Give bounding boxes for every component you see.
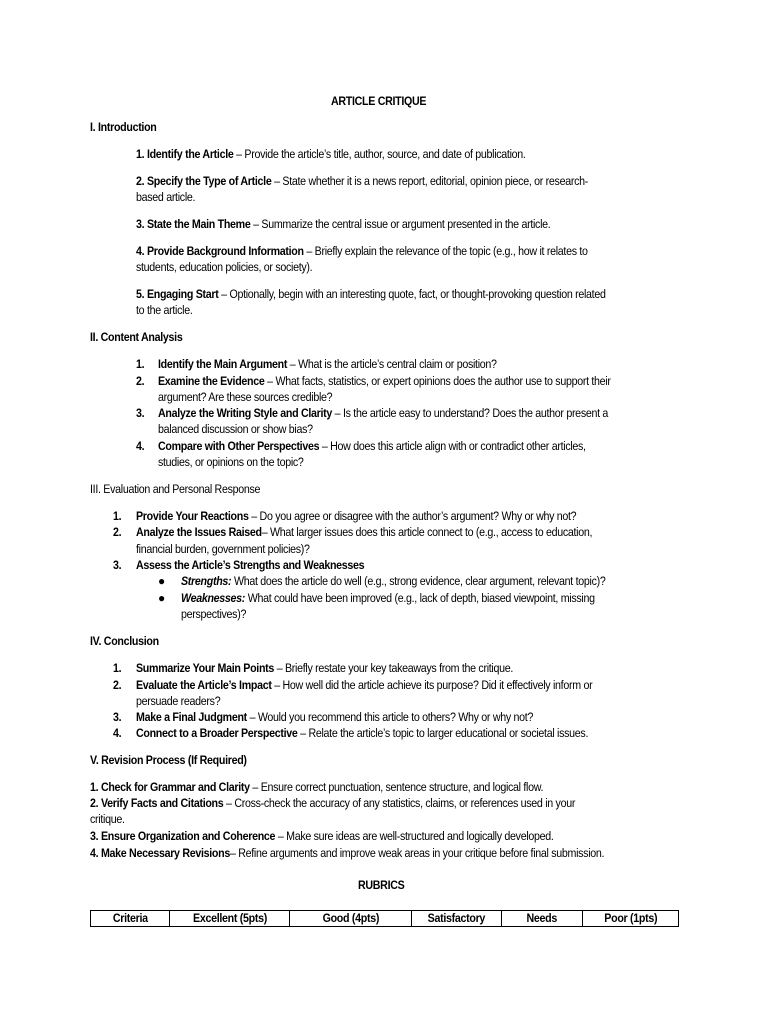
section-heading-introduction: I. Introduction bbox=[90, 120, 157, 134]
content-analysis-item: Identify the Main Argument – What is the article’s central claim or position? bbox=[158, 357, 497, 371]
list-number: 4. bbox=[136, 439, 145, 453]
evaluation-item: Analyze the Issues Raised– What larger issues does this article connect to (e.g., access to education, bbox=[136, 525, 593, 539]
weaknesses-bullet-continuation: perspectives)? bbox=[181, 607, 247, 621]
section-heading-evaluation: III. Evaluation and Personal Response bbox=[90, 482, 261, 496]
content-analysis-item: Compare with Other Perspectives – How does this article align with or contradict other articles, bbox=[158, 439, 586, 453]
list-number: 2. bbox=[113, 678, 122, 692]
intro-item-continuation: to the article. bbox=[136, 303, 193, 317]
list-number: 1. bbox=[113, 509, 122, 523]
conclusion-item-continuation: persuade readers? bbox=[136, 694, 221, 708]
document-title: ARTICLE CRITIQUE bbox=[331, 94, 427, 108]
list-number: 3. bbox=[136, 406, 145, 420]
intro-item: 1. Identify the Article – Provide the article’s title, author, source, and date of publication. bbox=[136, 147, 526, 161]
bullet-icon: ● bbox=[158, 591, 166, 605]
revision-item: 4. Make Necessary Revisions– Refine arguments and improve weak areas in your critique before final submission. bbox=[90, 846, 605, 860]
rubric-column-header: Criteria bbox=[91, 911, 170, 927]
bullet-icon: ● bbox=[158, 574, 166, 588]
rubric-column-header: Excellent (5pts) bbox=[170, 911, 290, 927]
list-number: 1. bbox=[113, 661, 122, 675]
rubric-column-header: Poor (1pts) bbox=[583, 911, 679, 927]
rubrics-heading: RUBRICS bbox=[358, 878, 405, 892]
section-heading-conclusion: IV. Conclusion bbox=[90, 634, 159, 648]
list-number: 1. bbox=[136, 357, 145, 371]
intro-item-continuation: students, education policies, or society). bbox=[136, 260, 313, 274]
weaknesses-bullet: Weaknesses: What could have been improved (e.g., lack of depth, biased viewpoint, missing bbox=[181, 591, 595, 605]
content-analysis-item-continuation: balanced discussion or show bias? bbox=[158, 422, 313, 436]
content-analysis-item-continuation: studies, or opinions on the topic? bbox=[158, 455, 304, 469]
section-heading-content-analysis: II. Content Analysis bbox=[90, 330, 183, 344]
list-number: 3. bbox=[113, 558, 122, 572]
list-number: 4. bbox=[113, 726, 122, 740]
conclusion-item: Connect to a Broader Perspective – Relate the article’s topic to larger educational or societal issues. bbox=[136, 726, 589, 740]
revision-item: 2. Verify Facts and Citations – Cross-check the accuracy of any statistics, claims, or references used in your bbox=[90, 796, 576, 810]
revision-item: 1. Check for Grammar and Clarity – Ensure correct punctuation, sentence structure, and logical flow. bbox=[90, 780, 544, 794]
content-analysis-item: Analyze the Writing Style and Clarity – Is the article easy to understand? Does the author present a bbox=[158, 406, 609, 420]
rubric-column-header: Needs bbox=[502, 911, 583, 927]
list-number: 2. bbox=[136, 374, 145, 388]
rubric-column-header: Good (4pts) bbox=[290, 911, 412, 927]
strengths-bullet: Strengths: What does the article do well (e.g., strong evidence, clear argument, relevant topic)? bbox=[181, 574, 606, 588]
rubric-header-row bbox=[91, 911, 679, 927]
evaluation-item-continuation: financial burden, government policies)? bbox=[136, 542, 310, 556]
intro-item: 2. Specify the Type of Article – State whether it is a news report, editorial, opinion piece, or research- bbox=[136, 174, 588, 188]
intro-item-continuation: based article. bbox=[136, 190, 196, 204]
conclusion-item: Summarize Your Main Points – Briefly restate your key takeaways from the critique. bbox=[136, 661, 514, 675]
revision-item: 3. Ensure Organization and Coherence – Make sure ideas are well-structured and logically developed. bbox=[90, 829, 554, 843]
intro-item: 4. Provide Background Information – Briefly explain the relevance of the topic (e.g., how it relates to bbox=[136, 244, 588, 258]
rubric-table bbox=[90, 910, 679, 927]
content-analysis-item-continuation: argument? Are these sources credible? bbox=[158, 390, 333, 404]
evaluation-item: Provide Your Reactions – Do you agree or disagree with the author’s argument? Why or why not? bbox=[136, 509, 577, 523]
intro-item: 5. Engaging Start – Optionally, begin with an interesting quote, fact, or thought-provoking question related bbox=[136, 287, 606, 301]
intro-item: 3. State the Main Theme – Summarize the central issue or argument presented in the article. bbox=[136, 217, 551, 231]
list-number: 3. bbox=[113, 710, 122, 724]
content-analysis-item: Examine the Evidence – What facts, statistics, or expert opinions does the author use to support their bbox=[158, 374, 611, 388]
evaluation-item: Assess the Article’s Strengths and Weaknesses bbox=[136, 558, 365, 572]
rubric-column-header: Satisfactory bbox=[412, 911, 502, 927]
list-number: 2. bbox=[113, 525, 122, 539]
section-heading-revision: V. Revision Process (If Required) bbox=[90, 753, 247, 767]
conclusion-item: Make a Final Judgment – Would you recommend this article to others? Why or why not? bbox=[136, 710, 534, 724]
revision-item-continuation: critique. bbox=[90, 812, 125, 826]
conclusion-item: Evaluate the Article’s Impact – How well did the article achieve its purpose? Did it effectively inform or bbox=[136, 678, 593, 692]
